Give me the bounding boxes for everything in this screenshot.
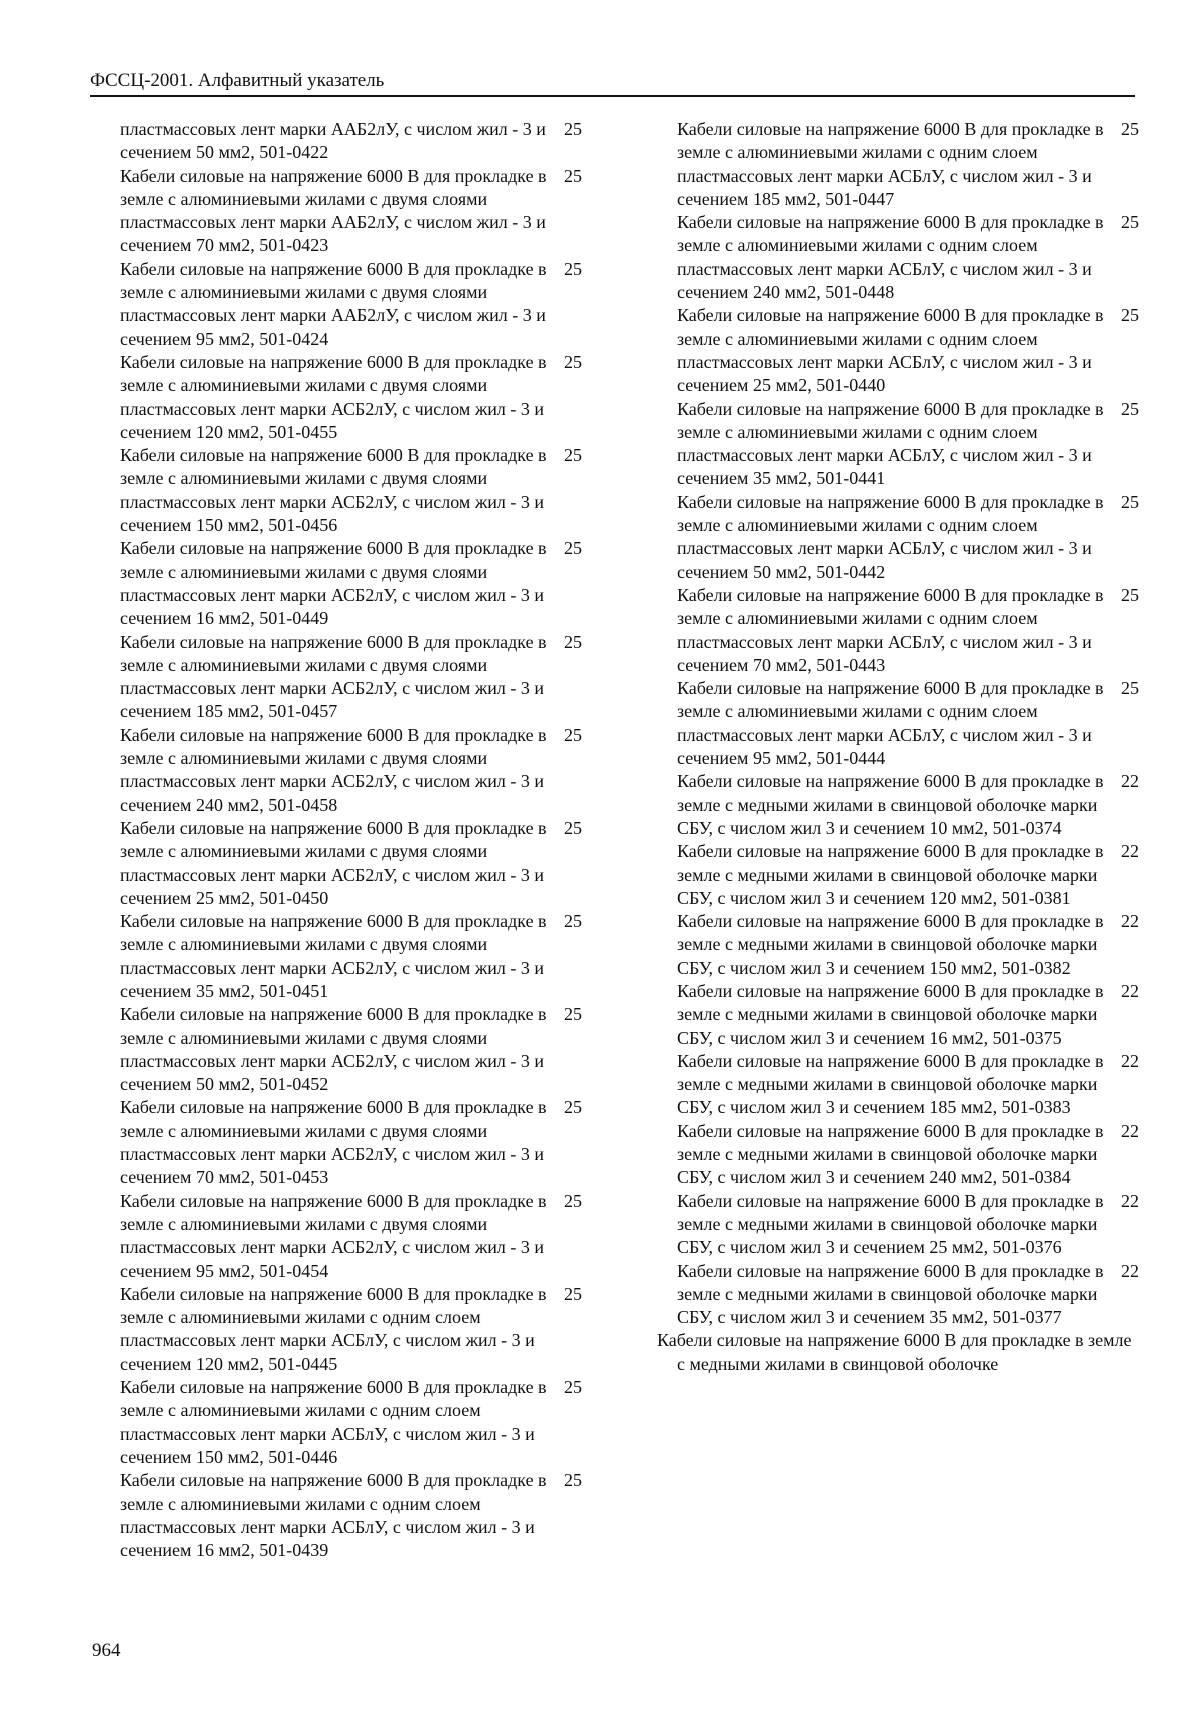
index-entry bbox=[100, 351, 582, 444]
entry-text: Кабели силовые на напряжение 6000 В для прокладке в земле с медными жилами в свинцовой оболочке марки СБУ, с числом жил 3 и сечением 16 мм2, 501-0375 bbox=[677, 980, 1104, 1048]
entry-text: Кабели силовые на напряжение 6000 В для прокладке в земле с медными жилами в свинцовой оболочке марки СБУ, с числом жил 3 и сечением 240 мм2, 501-0384 bbox=[677, 1120, 1104, 1188]
left-column bbox=[100, 118, 582, 1562]
entry-text: Кабели силовые на напряжение 6000 В для прокладке в земле с алюминиевыми жилами с двумя слоями пластмассовых лент марки АСБ2лУ, с числом жил - 3 и сечением 35 мм2, 501-0451 bbox=[120, 911, 547, 1001]
index-entry bbox=[657, 1260, 1139, 1330]
entry-page: 25 bbox=[564, 1004, 582, 1025]
entry-page: 25 bbox=[564, 119, 582, 139]
entry-text: Кабели силовые на напряжение 6000 В для прокладке в земле с алюминиевыми жилами с одним слоем пластмассовых лент марки АСБлУ, с числом жил - 3 и сечением 185 мм2, 501-0447 bbox=[677, 119, 1104, 209]
index-entry bbox=[657, 677, 1139, 770]
index-entry bbox=[100, 444, 582, 537]
entry-text: Кабели силовые на напряжение 6000 В для прокладке в земле с медными жилами в свинцовой оболочке марки СБУ, с числом жил 3 и сечением 35 мм2, 501-0377 bbox=[677, 1260, 1104, 1328]
entry-page: 25 bbox=[564, 1097, 582, 1118]
entry-page: 25 bbox=[564, 1470, 582, 1491]
entry-text: Кабели силовые на напряжение 6000 В для прокладке в земле с алюминиевыми жилами с двумя слоями пластмассовых лент марки АСБ2лУ, с числом жил - 3 и сечением 185 мм2, 501-0457 bbox=[120, 631, 547, 722]
entry-page: 25 bbox=[564, 817, 582, 838]
index-entry bbox=[657, 980, 1139, 1050]
entry-text: Кабели силовые на напряжение 6000 В для прокладке в земле с алюминиевыми жилами с одним слоем пластмассовых лент марки АСБлУ, с числом жил - 3 и сечением 240 мм2, 501-0448 bbox=[677, 212, 1104, 303]
entry-text: Кабели силовые на напряжение 6000 В для прокладке в земле с медными жилами в свинцовой оболочке bbox=[657, 1330, 1132, 1374]
index-entry bbox=[100, 1283, 582, 1376]
index-entry bbox=[100, 817, 582, 910]
index-entry-trailing bbox=[657, 1329, 1139, 1376]
index-entry bbox=[657, 840, 1139, 910]
entry-page: 25 bbox=[1121, 305, 1139, 326]
entry-text: Кабели силовые на напряжение 6000 В для прокладке в земле с медными жилами в свинцовой оболочке марки СБУ, с числом жил 3 и сечением 25 мм2, 501-0376 bbox=[677, 1190, 1104, 1258]
index-entry bbox=[100, 724, 582, 817]
entry-text: Кабели силовые на напряжение 6000 В для прокладке в земле с медными жилами в свинцовой оболочке марки СБУ, с числом жил 3 и сечением 120 мм2, 501-0381 bbox=[677, 841, 1104, 908]
index-entry bbox=[100, 1469, 582, 1562]
index-entry bbox=[100, 258, 582, 351]
page-number: 964 bbox=[92, 1640, 121, 1661]
entry-text: Кабели силовые на напряжение 6000 В для прокладке в земле с алюминиевыми жилами с одним слоем пластмассовых лент марки АСБлУ, с числом жил - 3 и сечением 25 мм2, 501-0440 bbox=[677, 305, 1104, 396]
index-entry bbox=[657, 1120, 1139, 1190]
entry-page: 22 bbox=[1121, 771, 1139, 792]
index-entry bbox=[100, 1190, 582, 1283]
entry-page: 25 bbox=[564, 258, 582, 279]
index-entry bbox=[100, 1376, 582, 1469]
entry-text: Кабели силовые на напряжение 6000 В для прокладке в земле с алюминиевыми жилами с одним слоем пластмассовых лент марки АСБлУ, с числом жил - 3 и сечением 150 мм2, 501-0446 bbox=[120, 1377, 547, 1467]
entry-text: Кабели силовые на напряжение 6000 В для прокладке в земле с алюминиевыми жилами с одним слоем пластмассовых лент марки АСБлУ, с числом жил - 3 и сечением 35 мм2, 501-0441 bbox=[677, 398, 1104, 489]
index-entry bbox=[657, 398, 1139, 491]
entry-text: Кабели силовые на напряжение 6000 В для прокладке в земле с алюминиевыми жилами с двумя слоями пластмассовых лент марки АСБ2лУ, с числом жил - 3 и сечением 95 мм2, 501-0454 bbox=[120, 1190, 547, 1281]
right-entry-list bbox=[657, 118, 1139, 1329]
index-entry bbox=[657, 584, 1139, 677]
entry-page: 25 bbox=[564, 165, 582, 186]
entry-page: 25 bbox=[1121, 678, 1139, 699]
entry-text: Кабели силовые на напряжение 6000 В для прокладке в земле с алюминиевыми жилами с двумя слоями пластмассовых лент марки АСБ2лУ, с числом жил - 3 и сечением 25 мм2, 501-0450 bbox=[120, 817, 547, 908]
page-header: ФССЦ-2001. Алфавитный указатель bbox=[90, 70, 1135, 97]
entry-page: 25 bbox=[1121, 584, 1139, 605]
entry-text: Кабели силовые на напряжение 6000 В для прокладке в земле с алюминиевыми жилами с одним слоем пластмассовых лент марки АСБлУ, с числом жил - 3 и сечением 70 мм2, 501-0443 bbox=[677, 584, 1104, 675]
index-entry bbox=[100, 631, 582, 724]
entry-text: Кабели силовые на напряжение 6000 В для прокладке в земле с алюминиевыми жилами с двумя слоями пластмассовых лент марки АСБ2лУ, с числом жил - 3 и сечением 16 мм2, 501-0449 bbox=[120, 538, 547, 629]
index-entry-continuation bbox=[100, 118, 582, 165]
entry-page: 25 bbox=[1121, 491, 1139, 512]
index-entry bbox=[657, 910, 1139, 980]
entry-text: Кабели силовые на напряжение 6000 В для прокладке в земле с алюминиевыми жилами с одним слоем пластмассовых лент марки АСБлУ, с числом жил - 3 и сечением 50 мм2, 501-0442 bbox=[677, 491, 1104, 582]
entry-text: Кабели силовые на напряжение 6000 В для прокладке в земле с алюминиевыми жилами с двумя слоями пластмассовых лент марки ААБ2лУ, с числом жил - 3 и сечением 95 мм2, 501-0424 bbox=[120, 258, 547, 349]
entry-page: 25 bbox=[564, 538, 582, 559]
entry-page: 25 bbox=[564, 351, 582, 372]
entry-page: 25 bbox=[564, 1283, 582, 1304]
entry-page: 25 bbox=[1121, 212, 1139, 233]
entry-text: Кабели силовые на напряжение 6000 В для прокладке в земле с алюминиевыми жилами с одним слоем пластмассовых лент марки АСБлУ, с числом жил - 3 и сечением 120 мм2, 501-0445 bbox=[120, 1283, 547, 1374]
entry-page: 22 bbox=[1121, 1260, 1139, 1281]
entry-text: Кабели силовые на напряжение 6000 В для прокладке в земле с алюминиевыми жилами с двумя слоями пластмассовых лент марки АСБ2лУ, с числом жил - 3 и сечением 70 мм2, 501-0453 bbox=[120, 1097, 547, 1188]
entry-page: 25 bbox=[564, 1377, 582, 1398]
entry-page: 25 bbox=[564, 445, 582, 466]
entry-text: пластмассовых лент марки ААБ2лУ, с числом жил - 3 и сечением 50 мм2, 501-0422 bbox=[120, 119, 546, 163]
entry-text: Кабели силовые на напряжение 6000 В для прокладке в земле с алюминиевыми жилами с двумя слоями пластмассовых лент марки АСБ2лУ, с числом жил - 3 и сечением 50 мм2, 501-0452 bbox=[120, 1004, 547, 1095]
entry-page: 25 bbox=[564, 911, 582, 932]
entry-text: Кабели силовые на напряжение 6000 В для прокладке в земле с алюминиевыми жилами с одним слоем пластмассовых лент марки АСБлУ, с числом жил - 3 и сечением 95 мм2, 501-0444 bbox=[677, 678, 1104, 769]
entry-page: 25 bbox=[564, 631, 582, 652]
entry-page: 22 bbox=[1121, 1190, 1139, 1211]
index-entry bbox=[657, 118, 1139, 211]
index-entry bbox=[657, 211, 1139, 304]
entry-text: Кабели силовые на напряжение 6000 В для прокладке в земле с алюминиевыми жилами с одним слоем пластмассовых лент марки АСБлУ, с числом жил - 3 и сечением 16 мм2, 501-0439 bbox=[120, 1470, 547, 1561]
entry-page: 22 bbox=[1121, 1120, 1139, 1141]
entry-text: Кабели силовые на напряжение 6000 В для прокладке в земле с алюминиевыми жилами с двумя слоями пластмассовых лент марки АСБ2лУ, с числом жил - 3 и сечением 120 мм2, 501-0455 bbox=[120, 351, 547, 442]
entry-text: Кабели силовые на напряжение 6000 В для прокладке в земле с медными жилами в свинцовой оболочке марки СБУ, с числом жил 3 и сечением 10 мм2, 501-0374 bbox=[677, 771, 1104, 838]
index-entry bbox=[657, 1190, 1139, 1260]
index-entry bbox=[657, 304, 1139, 397]
index-entry bbox=[657, 770, 1139, 840]
entry-text: Кабели силовые на напряжение 6000 В для прокладке в земле с алюминиевыми жилами с двумя слоями пластмассовых лент марки АСБ2лУ, с числом жил - 3 и сечением 240 мм2, 501-0458 bbox=[120, 724, 547, 815]
index-entry bbox=[657, 491, 1139, 584]
entry-text: Кабели силовые на напряжение 6000 В для прокладке в земле с медными жилами в свинцовой оболочке марки СБУ, с числом жил 3 и сечением 150 мм2, 501-0382 bbox=[677, 911, 1104, 978]
entry-page: 22 bbox=[1121, 980, 1139, 1001]
entry-page: 25 bbox=[1121, 119, 1139, 139]
entry-page: 22 bbox=[1121, 1050, 1139, 1071]
entry-page: 25 bbox=[564, 1190, 582, 1211]
index-entry bbox=[100, 1096, 582, 1189]
index-entry bbox=[100, 537, 582, 630]
entry-page: 22 bbox=[1121, 841, 1139, 862]
entry-text: Кабели силовые на напряжение 6000 В для прокладке в земле с медными жилами в свинцовой оболочке марки СБУ, с числом жил 3 и сечением 185 мм2, 501-0383 bbox=[677, 1050, 1104, 1118]
entry-text: Кабели силовые на напряжение 6000 В для прокладке в земле с алюминиевыми жилами с двумя слоями пластмассовых лент марки ААБ2лУ, с числом жил - 3 и сечением 70 мм2, 501-0423 bbox=[120, 165, 547, 256]
entry-page: 25 bbox=[1121, 398, 1139, 419]
right-column bbox=[657, 118, 1139, 1376]
index-entry bbox=[100, 1003, 582, 1096]
entry-page: 22 bbox=[1121, 911, 1139, 932]
entry-page: 25 bbox=[564, 724, 582, 745]
left-entry-list bbox=[100, 165, 582, 1563]
index-entry bbox=[100, 910, 582, 1003]
entry-text: Кабели силовые на напряжение 6000 В для прокладке в земле с алюминиевыми жилами с двумя слоями пластмассовых лент марки АСБ2лУ, с числом жил - 3 и сечением 150 мм2, 501-0456 bbox=[120, 445, 547, 536]
index-entry bbox=[657, 1050, 1139, 1120]
index-entry bbox=[100, 165, 582, 258]
